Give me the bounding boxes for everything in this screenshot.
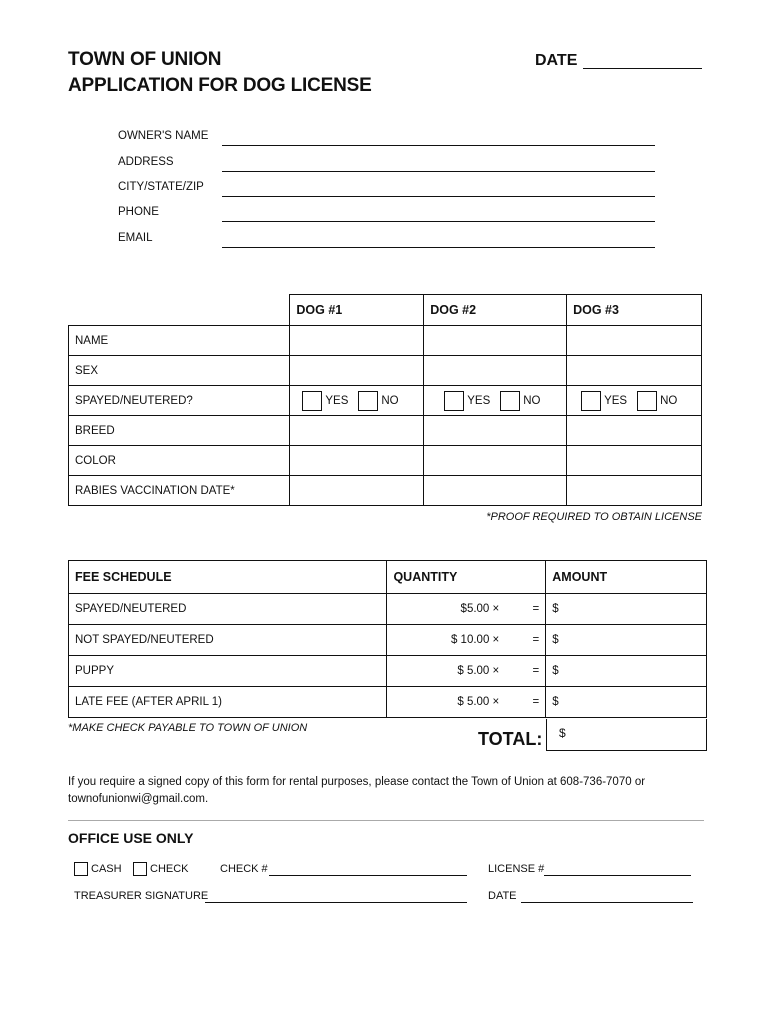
check-checkbox[interactable] — [133, 862, 147, 876]
currency-sign: $ — [552, 603, 559, 615]
dog-3-no-checkbox[interactable] — [637, 391, 657, 411]
quantity-puppy-field[interactable] — [387, 656, 546, 687]
dog-2-name-field[interactable] — [424, 326, 567, 356]
fee-schedule-header: FEE SCHEDULE — [69, 561, 387, 594]
town-title: TOWN OF UNION — [68, 49, 222, 70]
check-number-label: CHECK # — [220, 863, 268, 875]
amount-spayed-field[interactable] — [546, 594, 707, 625]
dog-2-header: DOG #2 — [424, 295, 567, 326]
total-label: TOTAL: — [478, 729, 543, 749]
dog-3-spayed-cell — [567, 386, 702, 416]
dog-1-yes-checkbox[interactable] — [302, 391, 322, 411]
row-label-sex: SEX — [69, 356, 290, 386]
dog-2-sex-field[interactable] — [424, 356, 567, 386]
fee-label-not-spayed: NOT SPAYED/NEUTERED — [69, 625, 387, 656]
dog-3-header: DOG #3 — [567, 295, 702, 326]
fee-label-spayed: SPAYED/NEUTERED — [69, 594, 387, 625]
dog-3-sex-field[interactable] — [567, 356, 702, 386]
address-label: ADDRESS — [118, 156, 174, 168]
treasurer-signature-field[interactable] — [205, 902, 467, 903]
amount-not-spayed-field[interactable] — [546, 625, 707, 656]
quantity-header: QUANTITY — [387, 561, 546, 594]
dog-1-rabies-field[interactable] — [290, 476, 424, 506]
equals-sign: = — [532, 634, 540, 646]
price-not-spayed: $ 10.00 × — [450, 634, 500, 646]
dog-1-no-checkbox[interactable] — [358, 391, 378, 411]
dog-table — [68, 294, 702, 506]
equals-sign: = — [532, 665, 540, 677]
form-title: APPLICATION FOR DOG LICENSE — [68, 75, 372, 96]
price-spayed: $5.00 × — [460, 603, 500, 615]
address-field[interactable] — [222, 171, 655, 172]
amount-late-field[interactable] — [546, 687, 707, 718]
dog-2-breed-field[interactable] — [424, 416, 567, 446]
dog-1-name-field[interactable] — [290, 326, 424, 356]
divider — [68, 820, 704, 821]
check-option[interactable] — [133, 862, 189, 876]
dog-1-color-field[interactable] — [290, 446, 424, 476]
check-number-field[interactable] — [269, 875, 467, 876]
quantity-late-field[interactable] — [387, 687, 546, 718]
dog-3-rabies-field[interactable] — [567, 476, 702, 506]
treasurer-signature-label: TREASURER SIGNATURE — [74, 890, 209, 902]
dog-2-spayed-cell — [424, 386, 567, 416]
equals-sign: = — [532, 603, 540, 615]
email-label: EMAIL — [118, 232, 153, 244]
yes-label: YES — [467, 394, 491, 407]
row-label-name: NAME — [69, 326, 290, 356]
total-amount-field[interactable] — [546, 719, 707, 751]
currency-sign: $ — [559, 726, 566, 740]
proof-note: *PROOF REQUIRED TO OBTAIN LICENSE — [486, 511, 702, 523]
dog-2-yes-checkbox[interactable] — [444, 391, 464, 411]
dog-1-breed-field[interactable] — [290, 416, 424, 446]
check-payable-note: *MAKE CHECK PAYABLE TO TOWN OF UNION — [68, 722, 308, 734]
dog-3-color-field[interactable] — [567, 446, 702, 476]
dog-2-rabies-field[interactable] — [424, 476, 567, 506]
phone-field[interactable] — [222, 221, 655, 222]
no-label: NO — [523, 394, 541, 407]
dog-1-header: DOG #1 — [290, 295, 424, 326]
city-state-zip-field[interactable] — [222, 196, 655, 197]
dog-3-breed-field[interactable] — [567, 416, 702, 446]
license-number-field[interactable] — [544, 875, 691, 876]
currency-sign: $ — [552, 696, 559, 708]
office-date-label: DATE — [488, 890, 517, 902]
fee-label-puppy: PUPPY — [69, 656, 387, 687]
no-label: NO — [660, 394, 678, 407]
dog-2-no-checkbox[interactable] — [500, 391, 520, 411]
dog-1-sex-field[interactable] — [290, 356, 424, 386]
no-label: NO — [381, 394, 399, 407]
city-state-zip-label: CITY/STATE/ZIP — [118, 181, 204, 193]
amount-puppy-field[interactable] — [546, 656, 707, 687]
yes-label: YES — [604, 394, 628, 407]
row-label-color: COLOR — [69, 446, 290, 476]
owner-name-label: OWNER'S NAME — [118, 130, 209, 142]
office-use-title: OFFICE USE ONLY — [68, 830, 194, 846]
dog-1-spayed-cell — [290, 386, 424, 416]
owner-name-field[interactable] — [222, 145, 655, 146]
office-date-field[interactable] — [521, 902, 693, 903]
cash-label: CASH — [91, 863, 122, 875]
quantity-not-spayed-field[interactable] — [387, 625, 546, 656]
contact-note: If you require a signed copy of this form for rental purposes, please contact the Town of Union at 608-736-7070 or townofunionwi@gmail.com. — [68, 776, 646, 805]
fee-table — [68, 560, 707, 718]
currency-sign: $ — [552, 634, 559, 646]
currency-sign: $ — [552, 665, 559, 677]
row-label-breed: BREED — [69, 416, 290, 446]
email-field[interactable] — [222, 247, 655, 248]
check-label: CHECK — [150, 863, 189, 875]
amount-header: AMOUNT — [546, 561, 707, 594]
date-field[interactable] — [583, 68, 702, 69]
quantity-spayed-field[interactable] — [387, 594, 546, 625]
date-label: DATE — [535, 52, 578, 69]
price-puppy: $ 5.00 × — [457, 665, 500, 677]
license-number-label: LICENSE # — [488, 863, 545, 875]
yes-label: YES — [325, 394, 349, 407]
equals-sign: = — [532, 696, 540, 708]
dog-3-name-field[interactable] — [567, 326, 702, 356]
row-label-rabies: RABIES VACCINATION DATE* — [69, 476, 290, 506]
price-late: $ 5.00 × — [457, 696, 500, 708]
dog-3-yes-checkbox[interactable] — [581, 391, 601, 411]
cash-option[interactable] — [74, 862, 122, 876]
fee-label-late: LATE FEE (AFTER APRIL 1) — [69, 687, 387, 718]
phone-label: PHONE — [118, 206, 159, 218]
blank-corner — [69, 295, 290, 326]
row-label-spayed: SPAYED/NEUTERED? — [69, 386, 290, 416]
dog-2-color-field[interactable] — [424, 446, 567, 476]
cash-checkbox[interactable] — [74, 862, 88, 876]
